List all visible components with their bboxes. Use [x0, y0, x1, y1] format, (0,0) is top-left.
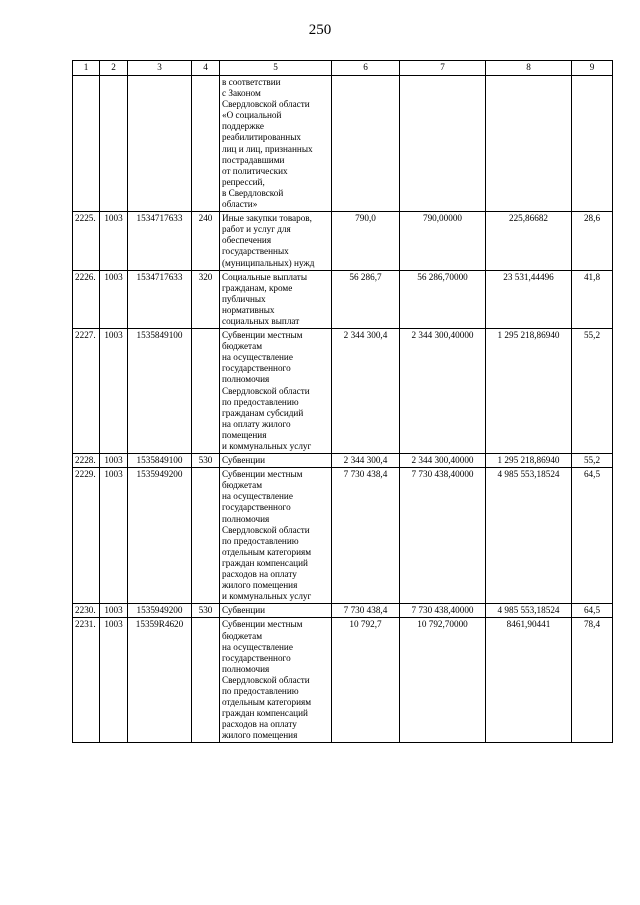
section-code: 1003	[100, 270, 128, 328]
section-code: 1003	[100, 329, 128, 454]
item-name: Субвенции местным бюджетам на осуществление государственного полномочия Свердловской области по предоставлению отдельным категориям граждан компенсаций расходов на оплату жилого помещения	[220, 618, 332, 743]
target-code: 1535949200	[128, 604, 192, 618]
expense-code	[192, 468, 220, 604]
row-number: 2225.	[73, 212, 100, 270]
item-name: Субвенции местным бюджетам на осуществление государственного полномочия Свердловской области по предоставлению отдельным категориям граждан компенсаций расходов на оплату жилого помещения и коммунальных услуг	[220, 468, 332, 604]
executed-amount: 1 295 218,86940	[486, 329, 572, 454]
execution-percent	[572, 76, 613, 212]
plan-amount: 790,0	[332, 212, 400, 270]
header-col-3: 3	[128, 61, 192, 76]
execution-percent: 41,8	[572, 270, 613, 328]
table-row	[73, 604, 613, 618]
plan-amount: 10 792,7	[332, 618, 400, 743]
table-row	[73, 212, 613, 270]
row-number: 2231.	[73, 618, 100, 743]
header-col-9: 9	[572, 61, 613, 76]
plan-amount-precise: 7 730 438,40000	[400, 468, 486, 604]
expense-code: 530	[192, 454, 220, 468]
row-number	[73, 76, 100, 212]
item-name: Субвенции	[220, 604, 332, 618]
row-number: 2229.	[73, 468, 100, 604]
executed-amount: 4 985 553,18524	[486, 468, 572, 604]
executed-amount: 225,86682	[486, 212, 572, 270]
plan-amount: 2 344 300,4	[332, 329, 400, 454]
expense-code: 320	[192, 270, 220, 328]
plan-amount-precise: 7 730 438,40000	[400, 604, 486, 618]
table-row	[73, 454, 613, 468]
section-code: 1003	[100, 454, 128, 468]
expense-code	[192, 76, 220, 212]
expense-code	[192, 618, 220, 743]
item-name: Субвенции	[220, 454, 332, 468]
execution-percent: 28,6	[572, 212, 613, 270]
execution-percent: 78,4	[572, 618, 613, 743]
section-code: 1003	[100, 604, 128, 618]
header-col-7: 7	[400, 61, 486, 76]
budget-table	[72, 60, 613, 743]
expense-code	[192, 329, 220, 454]
section-code: 1003	[100, 618, 128, 743]
plan-amount	[332, 76, 400, 212]
executed-amount	[486, 76, 572, 212]
target-code: 15359R4620	[128, 618, 192, 743]
plan-amount-precise: 2 344 300,40000	[400, 329, 486, 454]
execution-percent: 64,5	[572, 468, 613, 604]
table-row	[73, 618, 613, 743]
row-number: 2227.	[73, 329, 100, 454]
target-code: 1535849100	[128, 454, 192, 468]
plan-amount: 7 730 438,4	[332, 604, 400, 618]
item-name: Иные закупки товаров, работ и услуг для обеспечения государственных (муниципальных) нужд	[220, 212, 332, 270]
row-number: 2226.	[73, 270, 100, 328]
header-col-4: 4	[192, 61, 220, 76]
execution-percent: 55,2	[572, 329, 613, 454]
table-body	[73, 76, 613, 743]
plan-amount: 7 730 438,4	[332, 468, 400, 604]
table-row	[73, 76, 613, 212]
table-header-row	[73, 61, 613, 76]
expense-code: 530	[192, 604, 220, 618]
execution-percent: 64,5	[572, 604, 613, 618]
header-col-5: 5	[220, 61, 332, 76]
plan-amount-precise: 2 344 300,40000	[400, 454, 486, 468]
plan-amount-precise	[400, 76, 486, 212]
target-code	[128, 76, 192, 212]
target-code: 1534717633	[128, 212, 192, 270]
header-col-8: 8	[486, 61, 572, 76]
plan-amount-precise: 10 792,70000	[400, 618, 486, 743]
table-row	[73, 329, 613, 454]
item-name: Субвенции местным бюджетам на осуществление государственного полномочия Свердловской области по предоставлению гражданам субсидий на оплату жилого помещения и коммунальных услуг	[220, 329, 332, 454]
page-number: 250	[308, 22, 332, 38]
section-code: 1003	[100, 468, 128, 604]
row-number: 2228.	[73, 454, 100, 468]
target-code: 1535849100	[128, 329, 192, 454]
plan-amount-precise: 56 286,70000	[400, 270, 486, 328]
executed-amount: 4 985 553,18524	[486, 604, 572, 618]
item-name: Социальные выплаты гражданам, кроме публичных нормативных социальных выплат	[220, 270, 332, 328]
executed-amount: 23 531,44496	[486, 270, 572, 328]
expense-code: 240	[192, 212, 220, 270]
header-col-6: 6	[332, 61, 400, 76]
target-code: 1534717633	[128, 270, 192, 328]
plan-amount: 56 286,7	[332, 270, 400, 328]
header-col-1: 1	[73, 61, 100, 76]
table-row	[73, 270, 613, 328]
executed-amount: 8461,90441	[486, 618, 572, 743]
row-number: 2230.	[73, 604, 100, 618]
target-code: 1535949200	[128, 468, 192, 604]
execution-percent: 55,2	[572, 454, 613, 468]
executed-amount: 1 295 218,86940	[486, 454, 572, 468]
section-code	[100, 76, 128, 212]
section-code: 1003	[100, 212, 128, 270]
plan-amount-precise: 790,00000	[400, 212, 486, 270]
item-name: в соответствии с Законом Свердловской области «О социальной поддержке реабилитированных лиц и лиц, признанных пострадавшими от политических репрессий, в Свердловской области»	[220, 76, 332, 212]
header-col-2: 2	[100, 61, 128, 76]
plan-amount: 2 344 300,4	[332, 454, 400, 468]
table-row	[73, 468, 613, 604]
